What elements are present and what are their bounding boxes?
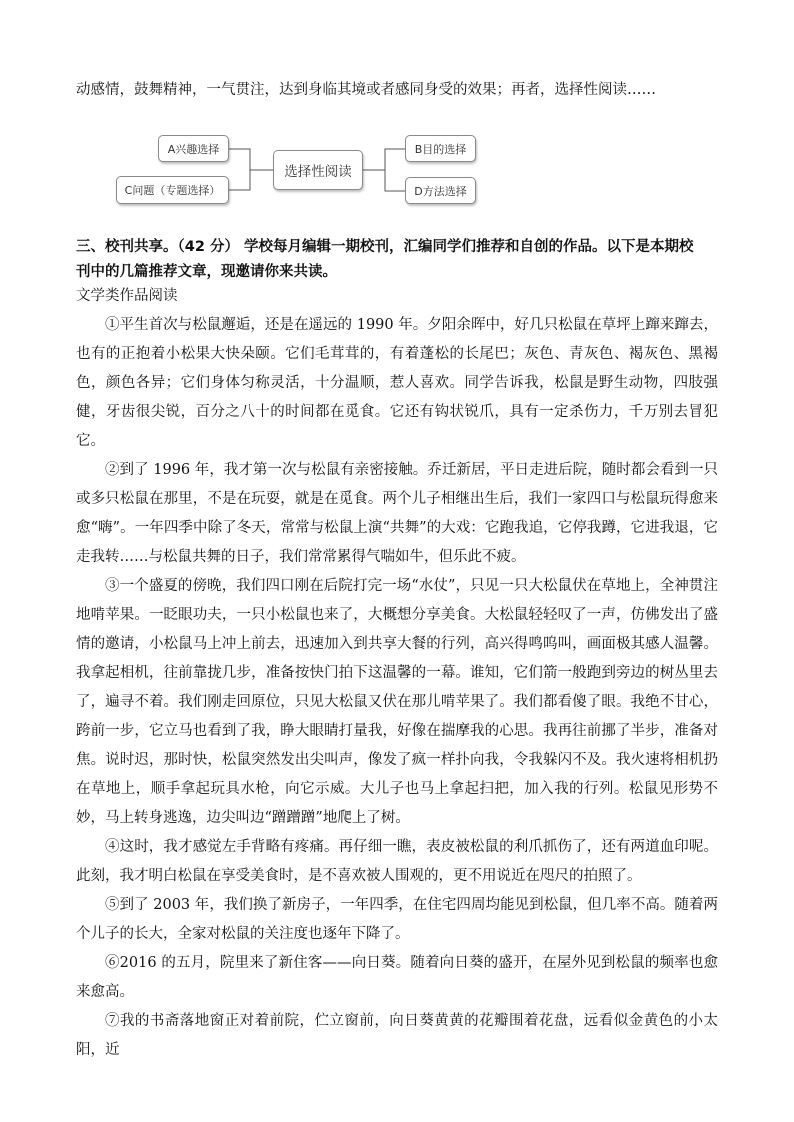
mindmap-node-c-label: C问题（专题选择） [124,184,221,197]
intro-line: 动感情，鼓舞精神，一气贯注，达到身临其境或者感同身受的效果；再者，选择性阅读…… [76,82,656,98]
mindmap-node-d-label: D方法选择 [414,184,467,198]
paragraph-5: ⑤到了 2003 年，我们换了新房子，一年四季，在住宅四周均能见到松鼠，但几率不高。随着两个儿子的长大，全家对松鼠的关注度也逐年下降了。 [76,897,718,942]
mindmap-center-label: 选择性阅读 [284,164,352,180]
mindmap-diagram [0,0,794,220]
connector-a [229,149,273,170]
mindmap-node-c [116,176,229,204]
paragraph-1: ①平生首次与松鼠邂逅，还是在遥远的 1990 年。夕阳余晖中，好几只松鼠在草坪上蹿来蹿去，也有的正抱着小松果大快朵颐。它们毛茸茸的，有着蓬松的长尾巴；灰色、青灰色、褐灰色、黑褐色，颜色各异；它们身体匀称灵活，十分温顺，惹人喜欢。同学告诉我，松鼠是野生动物，四肢强健，牙齿很尖锐，百分之八十的时间都在觅食。它还有钩状锐爪，具有一定杀伤力，千万别去冒犯它。 [76,317,718,449]
mindmap-node-a [158,135,229,162]
paragraph-3: ③一个盛夏的傍晚，我们四口刚在后院打完一场“水仗”，只见一只大松鼠伏在草地上，全神贯注地啃苹果。一眨眼功夫，一只小松鼠也来了，大概想分享美食。大松鼠轻轻叹了一声，仿佛发出了盛情的邀请，小松鼠马上冲上前去，迅速加入到共享大餐的行列，高兴得鸣呜叫，画面极其感人温馨。我拿起相机，往前靠拢几步，准备按快门拍下这温馨的一幕。谁知，它们箭一般跑到旁边的树丛里去了，遍寻不着。我们刚走回原位，只见大松鼠又伏在那儿啃苹果了。我们都看傻了眼。我绝不甘心，跨前一步，它立马也看到了我，睁大眼睛打量我，好像在揣摩我的心思。我再往前挪了半步，准备对焦。说时迟，那时快，松鼠突然发出尖叫声，像发了疯一样扑向我，令我躲闪不及。我火速将相机扔在草地上，顺手拿起玩具水枪，向它示威。大儿子也马上拿起扫把，加入我的行列。松鼠见形势不妙，马上转身逃逸，边尖叫边“蹭蹭蹭”地爬上了树。 [76,578,718,826]
mindmap-node-d [405,177,476,204]
section-three [76,235,718,1065]
connector-c [229,170,250,190]
paragraph-4: ④这时，我才感觉左手背略有疼痛。再仔细一瞧，表皮被松鼠的利爪抓伤了，还有两道血印呢。此刻，我才明白松鼠在享受美食时，是不喜欢被人围观的，更不用说近在咫尺的拍照了。 [76,839,718,884]
paragraph-6: ⑥2016 的五月，院里来了新住客——向日葵。随着向日葵的盛开，在屋外见到松鼠的频率也愈来愈高。 [76,955,718,1000]
section-subheading: 文学类作品阅读 [76,288,178,304]
connector-b [363,149,405,170]
section-heading-line-2: 刊中的几篇推荐文章，现邀请你来共读。 [76,264,337,280]
paragraph-2: ②到了 1996 年，我才第一次与松鼠有亲密接触。乔迁新居，平日走进后院，随时都会看到一只或多只松鼠在那里，不是在玩耍，就是在觅食。两个儿子相继出生后，我们一家四口与松鼠玩得愈来愈“嗨”。一年四季中除了冬天，常常与松鼠上演“共舞”的大戏：它跑我追，它停我蹲，它进我退，它走我转……与松鼠共舞的日子，我们常常累得气喘如牛，但乐此不疲。 [76,462,718,565]
mindmap-center-node [273,150,363,190]
paragraph-7: ⑦我的书斋落地窗正对着前院，伫立窗前，向日葵黄黄的花瓣围着花盘，远看似金黄色的小太阳，近 [76,1013,718,1058]
article-body [76,311,718,1065]
section-heading-line-1: 三、校刊共享。（42 分） 学校每月编辑一期校刊，汇编同学们推荐和自创的作品。以下是本期校 [76,239,694,255]
connector-d [385,170,405,191]
mindmap-node-a-label: A兴趣选择 [167,142,220,156]
mindmap-node-b [405,135,476,162]
mindmap-node-b-label: B目的选择 [414,142,467,156]
